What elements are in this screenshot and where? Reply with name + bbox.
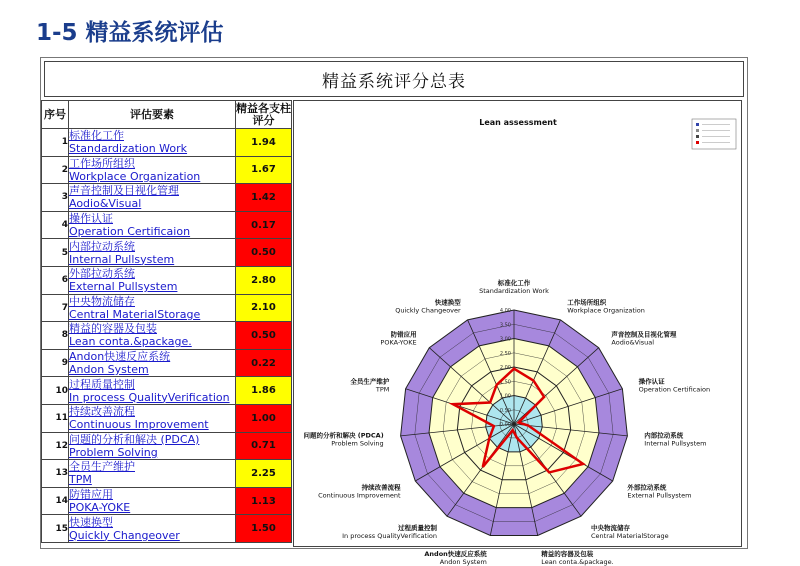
element-name-en[interactable]: In process QualityVerification [69, 390, 230, 404]
table-row [42, 322, 292, 350]
table-row [42, 129, 292, 157]
row-number: 5 [42, 239, 69, 267]
score-cell: 0.50 [236, 239, 292, 267]
row-number: 4 [42, 211, 69, 239]
score-cell: 2.10 [236, 294, 292, 322]
legend-swatch [696, 135, 699, 138]
element-name-en[interactable]: Problem Solving [69, 445, 158, 459]
radar-category-label: 防错应用 POKA-YOKE [380, 330, 417, 347]
row-number: 9 [42, 349, 69, 377]
radar-tick-label: 3.00 [499, 336, 511, 343]
radar-chart [294, 101, 743, 566]
element-name-en[interactable]: Operation Certificaion [69, 225, 191, 239]
table-row [42, 266, 292, 294]
radar-tick-label: 3.50 [499, 322, 511, 329]
element-name-en[interactable]: Workplace Organization [69, 169, 201, 183]
radar-category-label: 精益的容器及包装 Lean conta.&package. [541, 550, 614, 566]
legend-swatch [696, 129, 699, 132]
element-link[interactable] [69, 266, 236, 294]
radar-tick-label: 0.50 [499, 407, 511, 414]
table-row [42, 156, 292, 184]
row-number: 1 [42, 129, 69, 157]
score-cell: 1.42 [236, 184, 292, 212]
radar-tick-label: 2.50 [499, 350, 511, 357]
radar-tick-label: 1.50 [499, 379, 511, 386]
element-name-zh[interactable]: 过程质量控制 [69, 377, 135, 391]
row-number: 11 [42, 404, 69, 432]
element-link[interactable] [69, 239, 236, 267]
element-name-zh[interactable]: 防错应用 [69, 488, 113, 502]
table-row [42, 404, 292, 432]
element-link[interactable] [69, 322, 236, 350]
element-name-en[interactable]: Central MaterialStorage [69, 307, 201, 321]
element-name-zh[interactable]: 工作场所组织 [69, 156, 135, 170]
score-cell: 1.94 [236, 129, 292, 157]
radar-category-label: 问题的分析和解决 (PDCA) Problem Solving [303, 431, 384, 448]
chart-title: Lean assessment [479, 118, 557, 127]
element-name-en[interactable]: Internal Pullsystem [69, 252, 175, 266]
radar-category-label: 内部拉动系统 Internal Pullsystem [644, 431, 707, 448]
table-row [42, 487, 292, 515]
score-cell: 1.50 [236, 515, 292, 543]
header-number: 序号 [42, 101, 69, 129]
element-name-zh[interactable]: 操作认证 [69, 212, 113, 226]
element-link[interactable] [69, 404, 236, 432]
slide-title: 1-5 精益系统评估 [36, 20, 224, 46]
element-name-en[interactable]: Standardization Work [69, 142, 188, 156]
element-name-zh[interactable]: 外部拉动系统 [69, 267, 135, 281]
element-link[interactable] [69, 156, 236, 184]
row-number: 14 [42, 487, 69, 515]
element-name-zh[interactable]: 精益的容器及包装 [69, 322, 157, 336]
table-row [42, 515, 292, 543]
score-cell: 0.22 [236, 349, 292, 377]
radar-tick-label: 0.00 [499, 422, 511, 428]
table-row [42, 211, 292, 239]
element-name-en[interactable]: Lean conta.&package. [69, 335, 192, 349]
legend-swatch [696, 141, 699, 144]
element-name-zh[interactable]: Andon快速反应系统 [69, 350, 171, 364]
radar-tick-label: 4.00 [499, 308, 511, 314]
radar-category-label: 操作认证 Operation Certificaion [638, 377, 711, 394]
legend-swatch [696, 123, 699, 126]
element-name-en[interactable]: Quickly Changeover [69, 528, 180, 542]
score-cell: 1.13 [236, 487, 292, 515]
table-row [42, 460, 292, 488]
score-cell: 1.00 [236, 404, 292, 432]
row-number: 6 [42, 266, 69, 294]
element-name-zh[interactable]: 持续改善流程 [69, 405, 135, 419]
element-link[interactable] [69, 487, 236, 515]
radar-category-label: Andon快速反应系统 Andon System [424, 550, 487, 566]
row-number: 3 [42, 184, 69, 212]
element-link[interactable] [69, 184, 236, 212]
table-row [42, 294, 292, 322]
radar-category-label: 工作场所组织 Workplace Organization [567, 298, 645, 315]
score-table [41, 100, 292, 543]
radar-category-label: 声音控制及目视化管理 Aodio&Visual [611, 330, 677, 347]
element-link[interactable] [69, 460, 236, 488]
score-cell: 1.86 [236, 377, 292, 405]
row-number: 8 [42, 322, 69, 350]
radar-category-label: 持续改善流程 Continuous Improvement [318, 483, 401, 500]
score-cell: 0.50 [236, 322, 292, 350]
element-name-zh[interactable]: 声音控制及目视化管理 [69, 184, 179, 198]
row-number: 2 [42, 156, 69, 184]
table-row [42, 432, 292, 460]
radar-chart-box [293, 100, 742, 566]
row-number: 10 [42, 377, 69, 405]
element-name-en[interactable]: Andon System [69, 363, 149, 377]
row-number: 13 [42, 460, 69, 488]
row-number: 7 [42, 294, 69, 322]
radar-category-label: 中央物流储存 Central MaterialStorage [591, 524, 669, 540]
score-cell: 2.80 [236, 266, 292, 294]
score-cell: 1.67 [236, 156, 292, 184]
element-link[interactable] [69, 432, 236, 460]
element-link[interactable] [69, 377, 236, 405]
score-cell: 2.25 [236, 460, 292, 488]
element-name-en[interactable]: Continuous Improvement [69, 418, 209, 432]
table-row [42, 239, 292, 267]
row-number: 15 [42, 515, 69, 543]
table-row [42, 184, 292, 212]
row-number: 12 [42, 432, 69, 460]
radar-tick-label: 2.00 [499, 365, 511, 371]
element-link[interactable] [69, 294, 236, 322]
table-header-row [42, 101, 292, 129]
element-name-zh[interactable]: 问题的分析和解决 (PDCA) [69, 432, 200, 446]
element-name-zh[interactable]: 内部拉动系统 [69, 239, 135, 253]
score-cell: 0.71 [236, 432, 292, 460]
radar-category-label: 全员生产维护 TPM [350, 377, 390, 394]
table-row [42, 377, 292, 405]
score-cell: 0.17 [236, 211, 292, 239]
header-score: 精益各支柱评分 [236, 101, 291, 127]
element-name-zh[interactable]: 标准化工作 [69, 129, 124, 143]
radar-category-label: 快速换型 Quickly Changeover [395, 298, 461, 315]
radar-category-label: 标准化工作 Standardization Work [479, 279, 549, 295]
element-name-zh[interactable]: 快速换型 [69, 515, 113, 529]
element-link[interactable] [69, 129, 236, 157]
table-row [42, 349, 292, 377]
radar-category-label: 外部拉动系统 External Pullsystem [627, 483, 692, 500]
element-name-en[interactable]: External Pullsystem [69, 280, 178, 294]
element-name-en[interactable]: Aodio&Visual [69, 197, 142, 211]
radar-tick-label: 1.00 [499, 393, 511, 400]
element-name-en[interactable]: POKA-YOKE [69, 501, 131, 515]
element-name-zh[interactable]: 全员生产维护 [69, 460, 135, 474]
element-name-en[interactable]: TPM [69, 473, 92, 487]
radar-category-label: 过程质量控制 In process QualityVerification [342, 524, 437, 540]
element-link[interactable] [69, 515, 236, 543]
element-link[interactable] [69, 349, 236, 377]
element-link[interactable] [69, 211, 236, 239]
header-element: 评估要素 [69, 101, 236, 129]
element-name-zh[interactable]: 中央物流储存 [69, 294, 135, 308]
table-title: 精益系统评分总表 [322, 71, 466, 92]
